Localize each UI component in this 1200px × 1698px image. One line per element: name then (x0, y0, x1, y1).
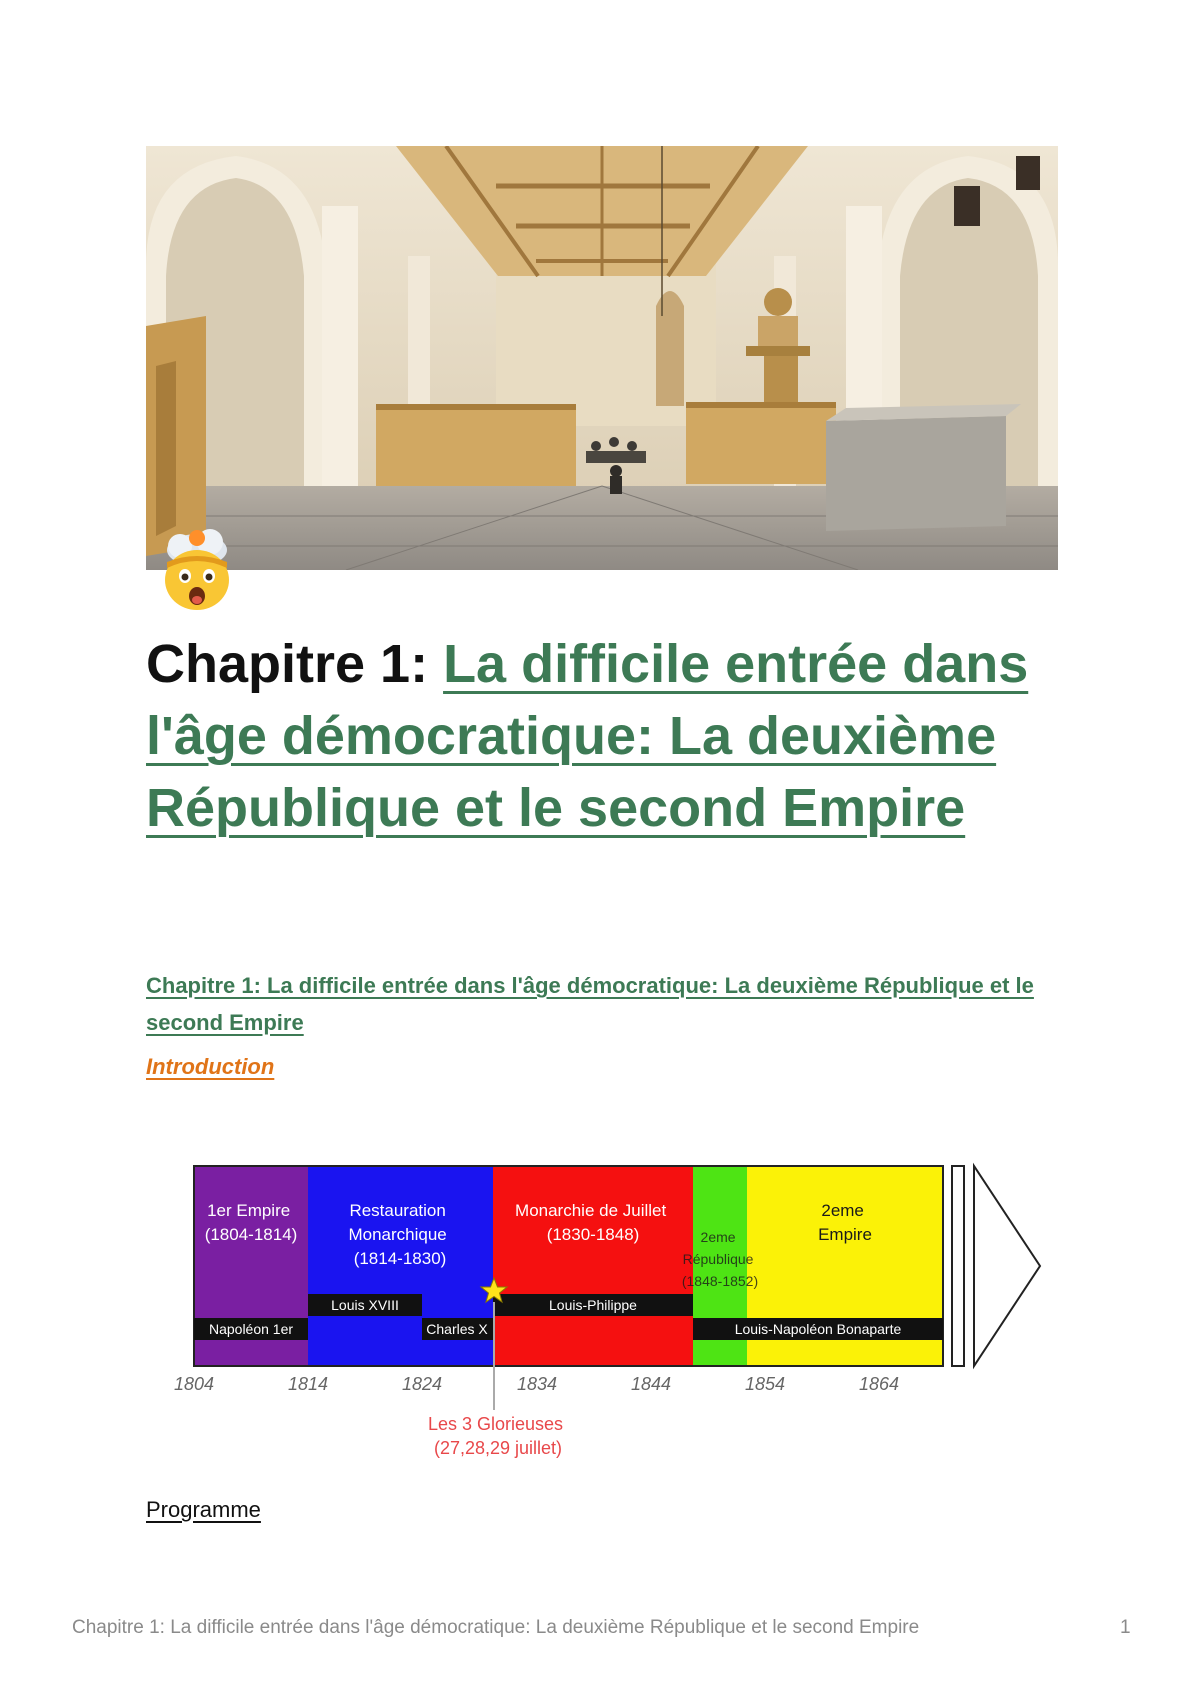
ruler-label-charles-x: Charles X (426, 1321, 488, 1337)
toc-link-chapter-1[interactable]: Chapitre 1: La difficile entrée dans l'âge démocratique: La deuxième République et le second Empire (146, 973, 1034, 1035)
page-number: 1 (1120, 1617, 1131, 1638)
exploding-head-icon (154, 528, 240, 614)
page-footer: Chapitre 1: La difficile entrée dans l'âge démocratique: La deuxième République et le second Empire (72, 1617, 920, 1638)
table-of-contents (146, 967, 1046, 1041)
period-label-2eme-republique: 2eme République (1848-1852) (681, 1229, 759, 1289)
year-tick-1824: 1824 (401, 1374, 443, 1394)
ruler-label-louis-xviii: Louis XVIII (331, 1297, 399, 1313)
timeline-diagram (168, 1150, 1068, 1470)
period-label-monarchie-juillet: Monarchie de Juillet (1830-1848) (515, 1201, 667, 1244)
timeline-end-bar (952, 1166, 964, 1366)
period-label-1er-empire: 1er Empire (1804-1814) (204, 1201, 298, 1244)
year-tick-1814: 1814 (287, 1374, 329, 1394)
period-label-2eme-empire: 2eme Empire (818, 1201, 872, 1244)
period-label-restauration: Restauration Monarchique (1814-1830) (348, 1201, 447, 1268)
ruler-label-louis-philippe: Louis-Philippe (549, 1297, 637, 1313)
timeline-arrow-icon (974, 1166, 1040, 1366)
year-tick-1844: 1844 (630, 1374, 672, 1394)
church-interior-illustration (146, 146, 1058, 570)
year-tick-1834: 1834 (516, 1374, 558, 1394)
year-tick-1804: 1804 (173, 1374, 215, 1394)
ruler-label-louis-napoleon: Louis-Napoléon Bonaparte (734, 1321, 902, 1337)
introduction-heading (146, 1054, 274, 1080)
ruler-label-napoleon: Napoléon 1er (208, 1321, 294, 1337)
page-title (146, 628, 1046, 844)
programme-heading: Programme (146, 1497, 261, 1522)
cover-image (146, 146, 1058, 570)
annotation-les-3-glorieuses: Les 3 Glorieuses (27,28,29 juillet) (427, 1414, 564, 1458)
year-tick-1854: 1854 (744, 1374, 786, 1394)
year-tick-1864: 1864 (858, 1374, 900, 1394)
title-link[interactable]: La difficile entrée dans l'âge démocratique: La deuxième République et le second Empire (146, 634, 1029, 838)
period-block-monarchie-juillet (493, 1166, 693, 1366)
title-prefix: Chapitre 1: (146, 634, 444, 694)
introduction-link[interactable]: Introduction (146, 1054, 275, 1079)
